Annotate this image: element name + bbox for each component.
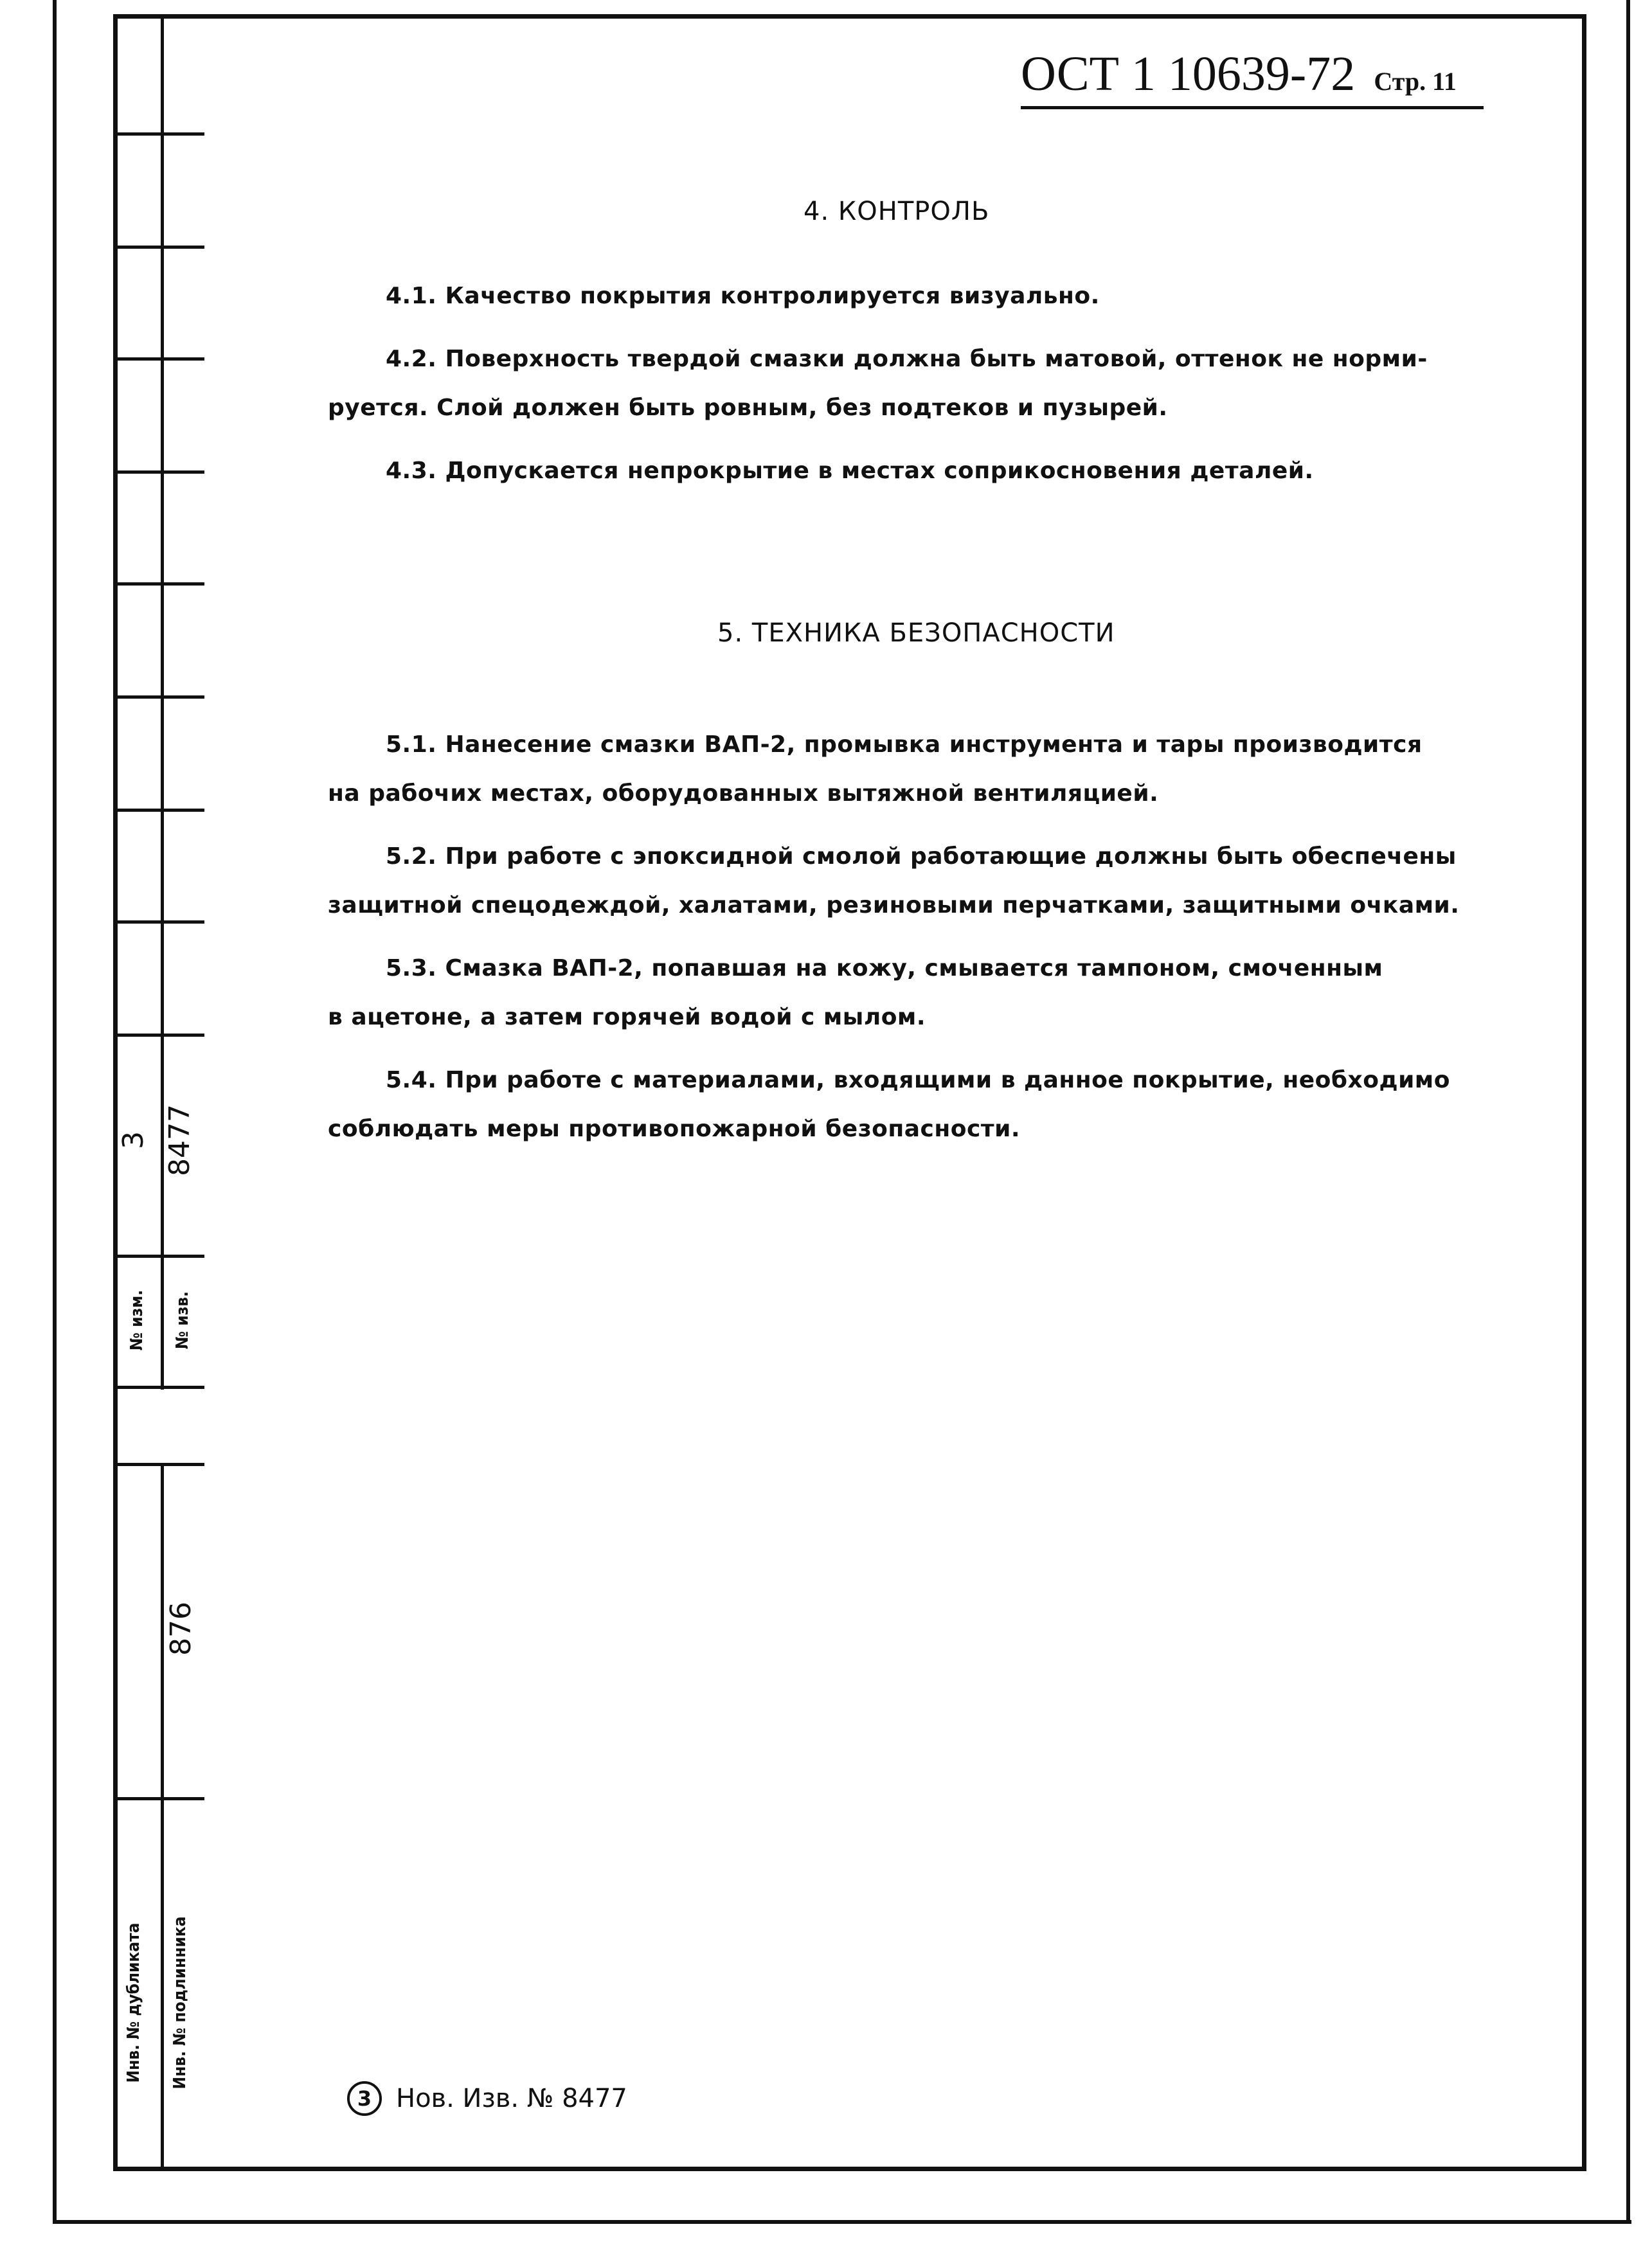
revision-note-text: Нов. Изв. № 8477 xyxy=(396,2084,627,2113)
outer-frame-left-line xyxy=(53,0,57,2224)
document-code: ОСТ 1 10639-72 xyxy=(1021,47,1356,101)
duplicate-inventory-label: Инв. № дубликата xyxy=(124,1922,143,2083)
circled-change-number: 3 xyxy=(347,2081,382,2116)
stub-row-line xyxy=(113,1034,204,1037)
paragraph-line: руется. Слой должен быть ровным, без подтеков и пузырей. xyxy=(328,395,1168,421)
paragraph-line: 4.1. Качество покрытия контролируется визуально. xyxy=(386,283,1100,309)
change-number-value: 3 xyxy=(117,1131,150,1149)
stub-row-line xyxy=(113,1797,204,1800)
paragraph-line: в ацетоне, а затем горячей водой с мылом. xyxy=(328,1004,926,1030)
section-heading: 4. КОНТРОЛЬ xyxy=(804,197,990,226)
section-heading: 5. ТЕХНИКА БЕЗОПАСНОСТИ xyxy=(717,618,1115,648)
change-number-label: № изм. xyxy=(127,1289,147,1351)
paragraph-line: 5.4. При работе с материалами, входящими в данное покрытие, необходимо xyxy=(386,1067,1450,1093)
paragraph-line: защитной спецодеждой, халатами, резиновыми перчатками, защитными очками. xyxy=(328,892,1460,918)
page-number: Стр. 11 xyxy=(1374,67,1457,96)
paragraph-line: 4.2. Поверхность твердой смазки должна быть матовой, оттенок не норми- xyxy=(386,346,1428,372)
paragraph-line: соблюдать меры противопожарной безопасности. xyxy=(328,1116,1021,1142)
stub-lower-left-line xyxy=(113,1463,116,2171)
original-inventory-label: Инв. № подлинника xyxy=(170,1916,190,2090)
original-inventory-value: 876 xyxy=(165,1602,197,1656)
notice-number-value: 8477 xyxy=(163,1104,196,1176)
paragraph-line: 5.3. Смазка ВАП-2, попавшая на кожу, смывается тампоном, смоченным xyxy=(386,955,1383,981)
stub-row-line xyxy=(113,1255,204,1258)
revision-note xyxy=(347,2081,627,2116)
stub-row-line xyxy=(113,246,204,249)
outer-frame-bottom-line xyxy=(53,2220,1631,2224)
stub-lower-middle-line xyxy=(161,1463,164,2171)
stub-row-line xyxy=(113,695,204,699)
stub-row-line xyxy=(113,920,204,924)
stub-row-line xyxy=(113,582,204,586)
stub-row-line xyxy=(113,1386,204,1389)
outer-frame-right-line xyxy=(1626,0,1630,2224)
paragraph-line: 5.1. Нанесение смазки ВАП-2, промывка инструмента и тары производится xyxy=(386,731,1423,758)
stub-row-line xyxy=(113,132,204,136)
stub-row-line xyxy=(113,470,204,474)
paragraph-line: на рабочих местах, оборудованных вытяжной вентиляцией. xyxy=(328,780,1159,807)
stub-row-line xyxy=(113,1463,204,1466)
paragraph-line: 4.3. Допускается непрокрытие в местах соприкосновения деталей. xyxy=(386,458,1314,484)
stub-row-line xyxy=(113,809,204,812)
stub-row-line xyxy=(113,357,204,361)
notice-number-label: № изв. xyxy=(173,1291,192,1349)
document-header xyxy=(1021,46,1484,109)
paragraph-line: 5.2. При работе с эпоксидной смолой работающие должны быть обеспечены xyxy=(386,843,1457,870)
